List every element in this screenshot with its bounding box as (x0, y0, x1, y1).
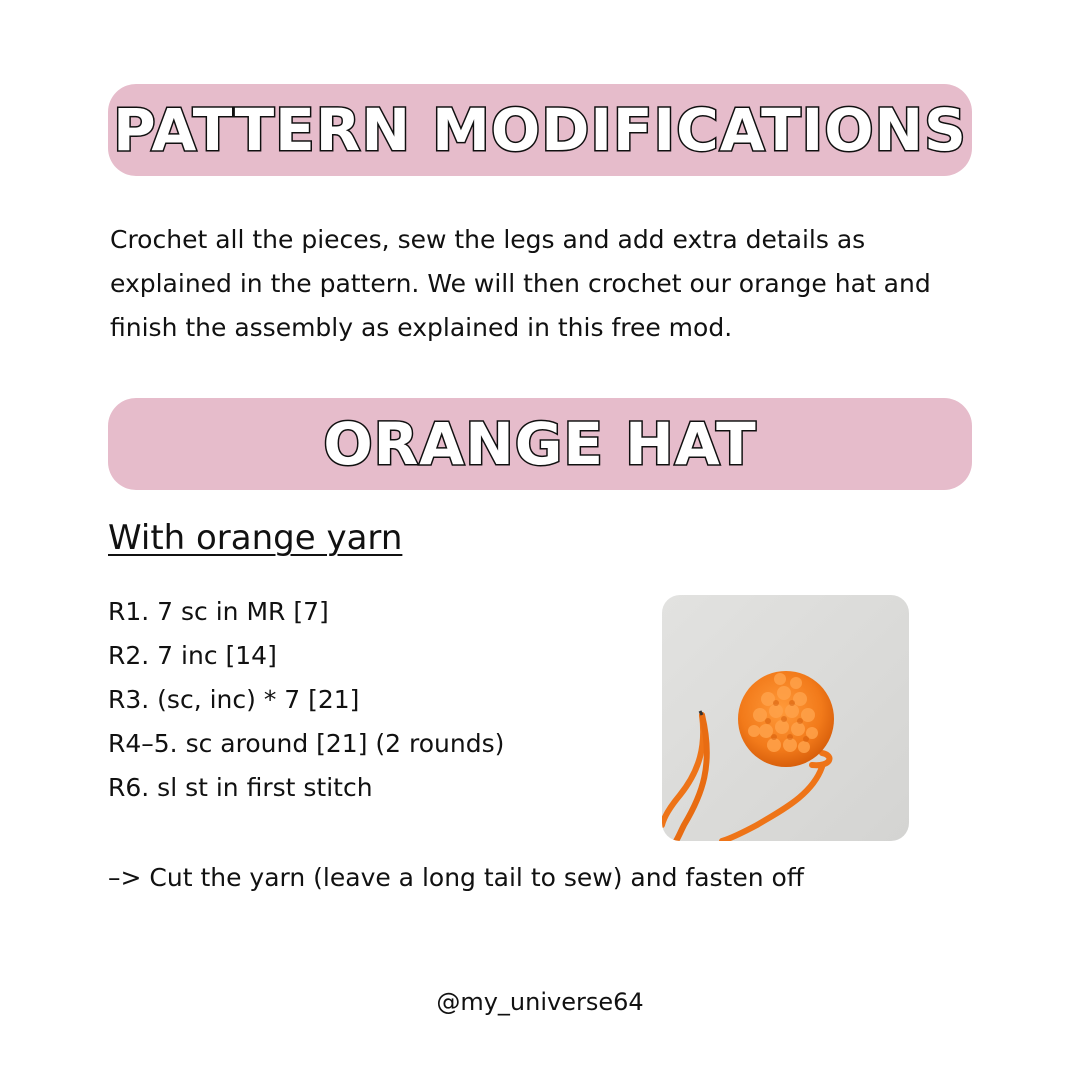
orange-hat-illustration (662, 595, 909, 841)
round-item: R1. 7 sc in MR [7] (108, 597, 329, 626)
round-item: R2. 7 inc [14] (108, 641, 277, 670)
pattern-modifications-title: PATTERN MODIFICATIONS (113, 96, 967, 164)
author-handle: @my_universe64 (436, 988, 644, 1016)
pattern-modifications-banner (108, 84, 972, 176)
yarn-subheading: With orange yarn (108, 518, 403, 558)
rounds-list (108, 590, 504, 810)
round-item: R4–5. sc around [21] (2 rounds) (108, 729, 505, 758)
finish-note: –> Cut the yarn (leave a long tail to sew) and fasten off (108, 863, 805, 892)
orange-hat-photo (662, 595, 909, 841)
round-item: R3. (sc, inc) * 7 [21] (108, 685, 360, 714)
intro-paragraph: Crochet all the pieces, sew the legs and add extra details as explained in the pattern. We will then crochet our orange hat and finish the assembly as explained in this free mod. (110, 225, 931, 342)
orange-hat-banner (108, 398, 972, 490)
orange-hat-title: ORANGE HAT (323, 410, 757, 478)
round-item: R6. sl st in first stitch (108, 773, 373, 802)
